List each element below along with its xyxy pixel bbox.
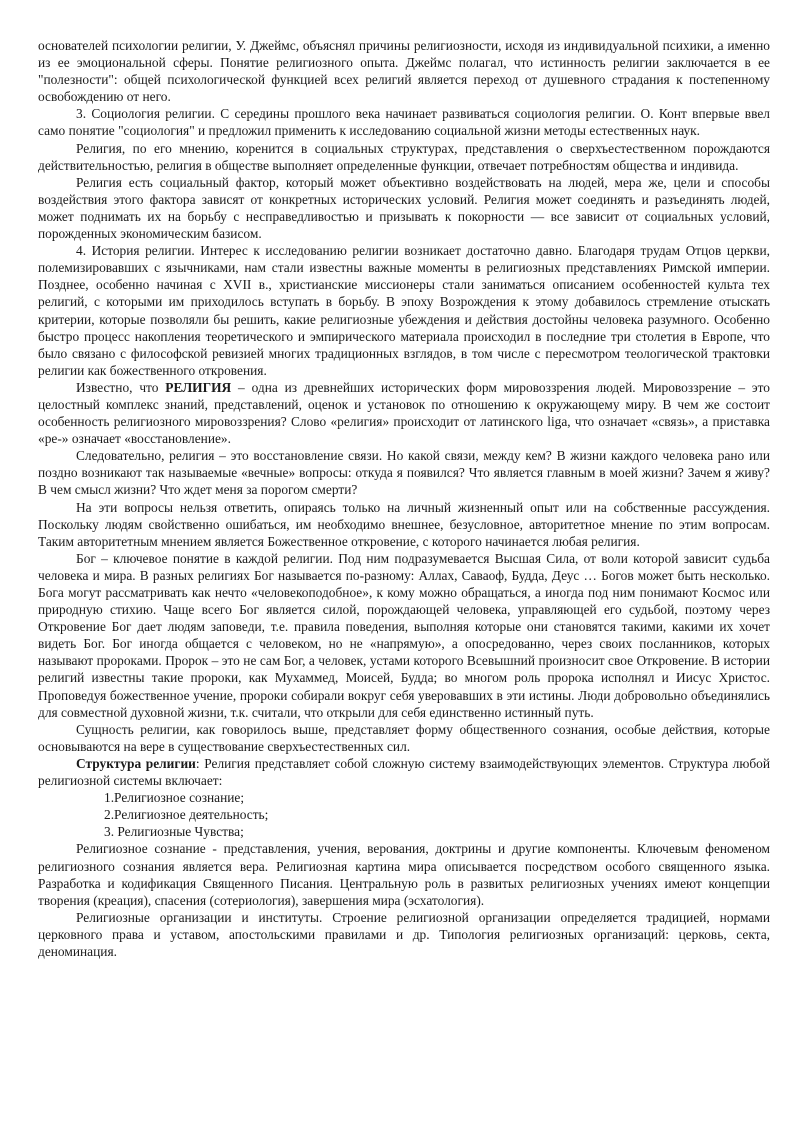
paragraph-history-of-religion: 4. История религии. Интерес к исследованию религии возникает достаточно давно. Благодаря трудам Отцов церкви, полемизировавших с язычниками, нам стали известны важные моменты в религиозных представлениях Римской империи. Позднее, особенно начиная с XVII в., христианские миссионеры стали заниматься описанием особенностей культа тех религий, с которыми им приходилось вступать в борьбу. В эпоху Возрождения к этому добавилось стремление отыскать критерии, которые позволяли бы решить, какие религиозные убеждения и действия достойны человека разумного. Особенно быстро процесс накопления теоретического и эмпирического материала происходил в последние три столетия в Европе, что было связано с философской ревизией многих традиционных взглядов, в том числе с пересмотром теологической трактовки религии как божественного откровения. [38, 243, 770, 378]
structure-list [38, 789, 770, 840]
list-item: 3. Религиозные Чувства; [104, 824, 244, 840]
paragraph-religion-social-roots: Религия, по его мнению, коренится в социальных структурах, представления о сверхъестественном порождаются действительностью, религия в обществе выполняет определенные функции, отвечает потребностям общества и индивида. [38, 140, 770, 173]
paragraph-religious-organizations: Религиозные организации и институты. Строение религиозной организации определяется традицией, нормами церковного права и уставом, апостольскими правилами и др. Типология религиозных организаций: церковь, секта, деноминация. [38, 909, 770, 959]
paragraph-psychology-end: основателей психологии религии, У. Джеймс, объяснял причины религиозности, исходя из индивидуальной психики, а именно из ее эмоциональной сферы. Понятие религиозного опыта. Джеймс полагал, что истинность религии заключается в ее "полезности": общей психологической функцией всех религий является переход от душевного страдания к постепенному освобождению от него. [38, 38, 770, 105]
paragraph-religious-consciousness: Религиозное сознание - представления, учения, верования, доктрины и другие компоненты. Ключевым феноменом религиозного сознания является вера. Религиозная картина мира описывается посредством особого священного языка. Разработка и кодификация Священного Писания. Центральную роль в развитых религиозных учениях имеют концепции творения (креация), спасения (сотериология), завершения мира (эсхатология). [38, 841, 770, 908]
paragraph-essence-of-religion: Сущность религии, как говорилось выше, представляет форму общественного сознания, особые действия, которые основываются на вере в существование сверхъестественных сил. [38, 721, 770, 754]
religion-term: РЕЛИГИЯ [165, 379, 232, 395]
list-item: 2.Религиозное деятельность; [104, 807, 269, 823]
paragraph-religion-social-factor: Религия есть социальный фактор, который может объективно воздействовать на людей, мера же, цели и способы воздействия этого фактора зависят от конкретных исторических условий. Религия может соединять и разъединять людей, может поднимать их на борьбу с несправедливостью и призывать к покорности — все зависит от социальных условий, порожденных экономическим базисом. [38, 174, 770, 242]
paragraph-god-concept: Бог – ключевое понятие в каждой религии. Под ним подразумевается Высшая Сила, от воли которой зависит судьба человека и мира. В разных религиях Бог называется по-разному: Аллах, Саваоф, Будда, Деус … Богов может быть несколько. Бога могут рассматривать как нечто «человекоподобное», к кому можно обращаться, а иногда под ним понимают Космос или природную стихию. Чаще всего Бог является силой, порождающей человека, управляющей его судьбой, поэтому через Откровение Бог дает людям заповеди, т.е. правила поведения, выполняя которые они становятся такими, какими их хочет видеть Бог. Бог иногда общается с человеком, но не «напрямую», а опосредованно, через своих посланников, которых называют пророками. Пророк – это не сам Бог, а человек, устами которого Всевышний произносит свое Откровение. В истории религий известны такие пророки, как Мухаммед, Моисей, Будда; во многом роль пророка исполнял и Иисус Христос. Проповедуя божественное учение, пророки собирали вокруг себя уверовавших в эти истины. Люди добровольно объединялись для совместной духовной жизни, т.к. считали, что открыли для себя единственно истинный путь. [38, 550, 770, 720]
paragraph-eternal-questions: Следовательно, религия – это восстановление связи. Но какой связи, между кем? В жизни каждого человека рано или поздно возникают так называемые «вечные» вопросы: откуда я появился? Что является главным в моей жизни? Зачем я живу? В чем смысл жизни? Что ждет меня за порогом смерти? [38, 448, 770, 498]
paragraph-religion-definition [38, 379, 770, 447]
structure-heading: Структура религии [76, 755, 196, 771]
paragraph-structure-of-religion [38, 755, 770, 789]
paragraph-sociology: 3. Социология религии. С середины прошлого века начинает развиваться социология религии. О. Конт впервые ввел само понятие "социология" и предложил применить к исследованию социальной жизни методы естественных наук. [38, 106, 770, 139]
structure-intro: : Религия представляет собой сложную систему взаимодействующих элементов. Структура любой религиозной системы включает: [38, 755, 770, 789]
paragraph-revelation: На эти вопросы нельзя ответить, опираясь только на личный жизненный опыт или на собственные рассуждения. Поскольку людям свойственно ошибаться, им необходимо внешнее, безусловное, авторитетное мнение по этим вопросам. Таким авторитетным мнением является Божественное откровение, с которого начинается любая религия. [38, 499, 770, 549]
religion-definition-body: – одна из древнейших исторических форм мировоззрения людей. Мировоззрение – это целостный комплекс знаний, представлений, оценок и установок по отношению к окружающему миру. В чем же состоит особенность религиозного мировоззрения? Слово «религия» происходит от латинского liga, что означает «связь», а приставка «ре-» означает «восстановление». [38, 379, 770, 447]
list-item: 1.Религиозное сознание; [104, 790, 245, 806]
religion-definition-lead: Известно, что [76, 379, 166, 395]
